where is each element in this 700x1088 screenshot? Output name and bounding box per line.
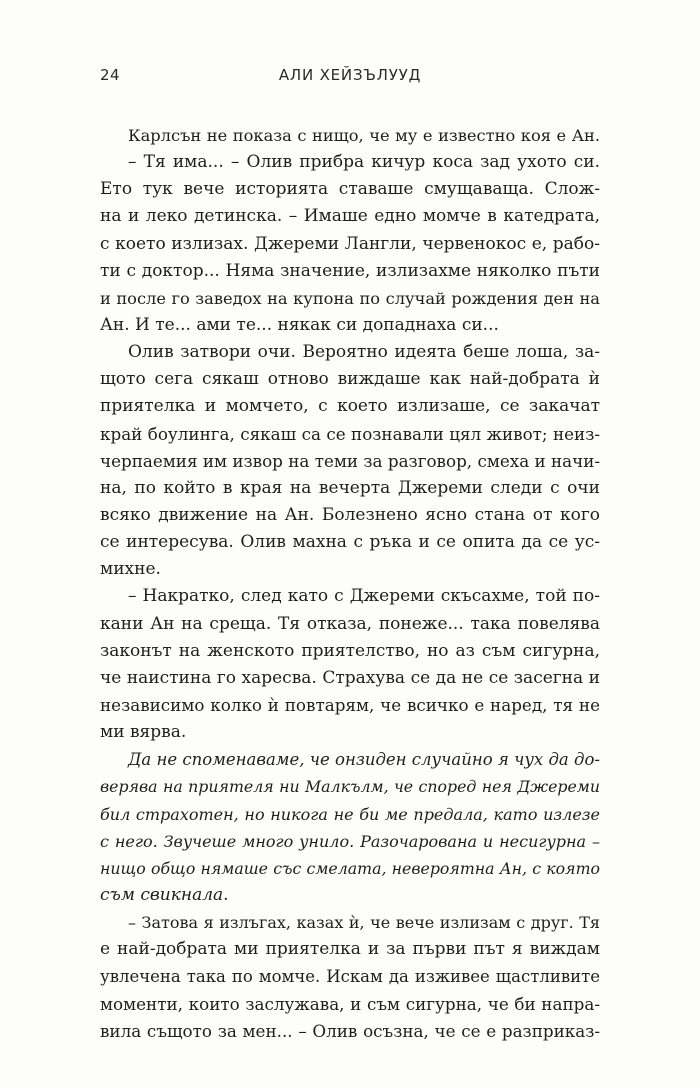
text-line: законът на женското приятелство, но аз съм сигурна, xyxy=(100,640,600,661)
text-line: и после го заведох на купона по случай рождения ден на xyxy=(100,288,600,308)
text-line: че наистина го харесва. Страхува се да не се засегна и xyxy=(100,667,600,688)
text-line: вила същото за мен... – Олив осъзна, че се е разприказ- xyxy=(100,1020,600,1041)
text-line: кани Ан на среща. Тя отказа, понеже... така повелява xyxy=(100,613,600,634)
italic-text-line: нищо общо нямаше със смелата, невероятна Ан, с която xyxy=(100,858,600,878)
text-line: Ан. И те... ами те... някак си допаднаха си... xyxy=(100,314,499,335)
text-line: Ето тук вече историята ставаше смущаваща. Слож- xyxy=(100,179,600,200)
italic-text-line: бил страхотен, но никога не би ме предала, като излезе xyxy=(100,804,600,824)
italic-text-line: с него. Звучеше много унило. Разочарована и несигурна – xyxy=(100,831,600,851)
text-line: с което излизах. Джереми Лангли, червенокос е, рабо- xyxy=(100,233,600,254)
text-line: приятелка и момчето, с което излизаше, се закачат xyxy=(100,396,600,417)
text-line: ти с доктор... Няма значение, излизахме няколко пъти xyxy=(100,260,600,281)
page-number: 24 xyxy=(100,66,120,84)
text-line: моменти, които заслужава, и съм сигурна, че би напра- xyxy=(100,993,600,1014)
text-line: ми вярва. xyxy=(100,722,187,743)
text-line: на и леко детинска. – Имаше едно момче в катедрата, xyxy=(100,206,600,227)
italic-text-line: верява на приятеля ни Малкълм, че според нея Джереми xyxy=(100,777,600,797)
italic-text-line: съм свикнала. xyxy=(100,884,229,905)
text-line: се интересува. Олив махна с ръка и се опита да се ус- xyxy=(100,532,600,553)
text-line: – Накратко, след като с Джереми скъсахме, той по- xyxy=(128,586,600,607)
running-title: АЛИ ХЕЙЗЪЛУУД xyxy=(278,66,422,84)
text-line: на, по който в края на вечерта Джереми следи с очи xyxy=(100,477,600,498)
text-line: независимо колко ѝ повтарям, че всичко е наред, тя не xyxy=(100,694,600,715)
text-line: черпаемия им извор на теми за разговор, смеха и начи- xyxy=(100,450,600,471)
text-line: – Тя има... – Олив прибра кичур коса зад ухото си. xyxy=(128,152,600,173)
italic-text-line: Да не споменаваме, че онзиден случайно я чух да до- xyxy=(128,750,600,770)
text-line: щото сега сякаш отново виждаше как най-добрата ѝ xyxy=(100,369,600,390)
text-line: увлечена така по момче. Искам да изживее щастливите xyxy=(100,967,600,987)
text-line: всяко движение на Ан. Болезнено ясно стана от кого xyxy=(100,504,600,525)
body-text xyxy=(100,122,600,1045)
text-line: Карлсън не показа с нищо, че му е известно коя е Ан. xyxy=(128,126,600,145)
running-header xyxy=(100,66,600,86)
text-line: – Затова я излъгах, казах ѝ, че вече излизам с друг. Тя xyxy=(128,913,600,933)
text-line: михне. xyxy=(100,559,161,580)
text-line: Олив затвори очи. Вероятно идеята беше лоша, за- xyxy=(128,342,600,363)
text-line: край боулинга, сякаш са се познавали цял живот; неиз- xyxy=(100,423,600,444)
text-line: е най-добрата ми приятелка и за първи път я виждам xyxy=(100,939,600,960)
